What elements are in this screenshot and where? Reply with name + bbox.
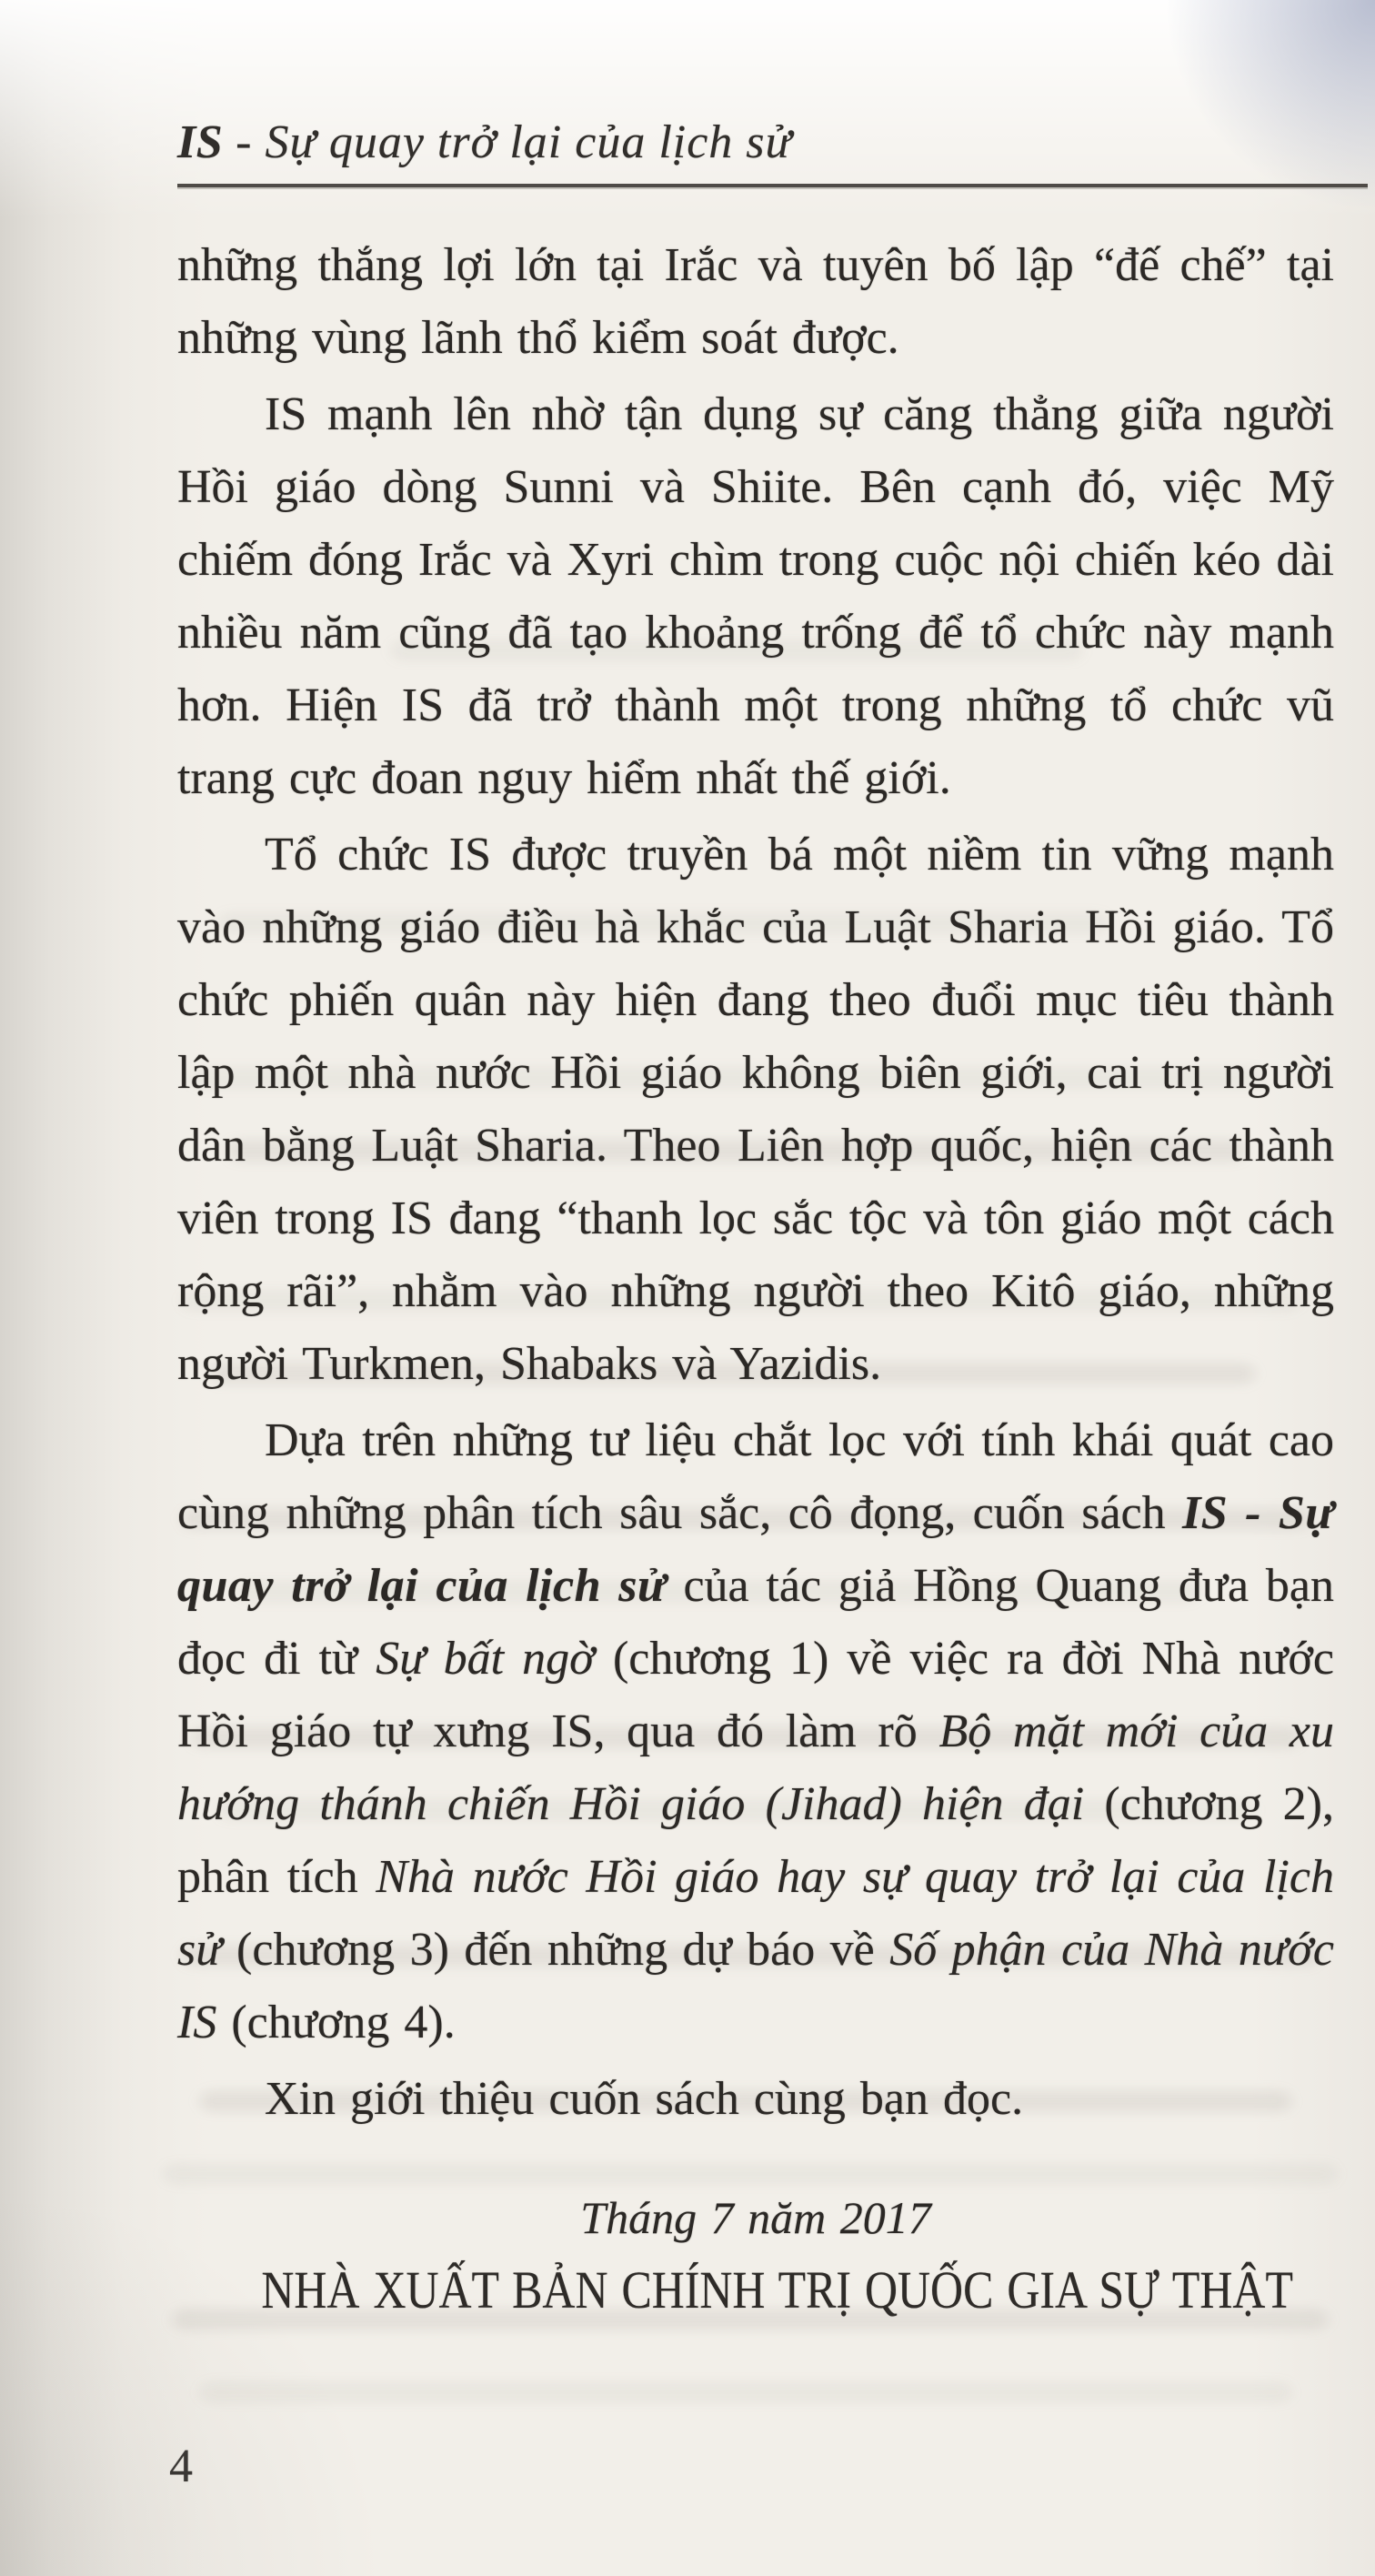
text-run: - Sự quay trở lại của lịch sử [223, 116, 792, 168]
text-run: Tổ chức IS được truyền bá một niềm tin vững mạnh vào những giáo điều hà khắc của Luật Sharia Hồi giáo. Tổ chức phiến quân này hiện đang theo đuổi mục tiêu thành lập một nhà nước Hồi giáo không biên giới, cai trị người dân bằng Luật Sharia. Theo Liên hợp quốc, hiện các thành viên trong IS đang “thanh lọc sắc tộc và tôn giáo một cách rộng rãi”, nhằm vào những người theo Kitô giáo, những người Turkmen, Shabaks và Yazidis. [177, 829, 1334, 1390]
text-run: IS [177, 116, 224, 168]
paragraph-continuation [177, 229, 1334, 375]
text-run: những thắng lợi lớn tại Irắc và tuyên bố lập “đế chế” tại những vùng lãnh thổ kiểm soát được. [177, 239, 1334, 364]
text-run: Sự bất ngờ [376, 1633, 595, 1685]
paragraph [177, 819, 1334, 1401]
text-run: của tác giả Hồng Quang đưa bạn đọc đi từ [177, 1560, 1334, 1685]
page-number: 4 [169, 2440, 193, 2492]
text-run: Bộ mặt mới của xu hướng thánh chiến Hồi giáo (Jihad) hiện đại [177, 1706, 1334, 1830]
text-run: IS - Sự quay trở lại của lịch sử [177, 1487, 1335, 1612]
publisher-line [177, 2252, 1334, 2329]
text-run: Số phận của Nhà nước IS [177, 1924, 1334, 2048]
text-run: Nhà nước Hồi giáo hay sự quay trở lại của lịch sử [177, 1851, 1335, 1976]
paragraph [177, 2063, 1334, 2136]
paragraph [177, 1404, 1334, 2059]
text-run: Dựa trên những tư liệu chắt lọc với tính khái quát cao cùng những phân tích sâu sắc, cô đọng, cuốn sách [177, 1414, 1334, 1539]
text-run: (chương 4). [216, 1997, 456, 2048]
date-line: Tháng 7 năm 2017 [580, 2192, 931, 2243]
page-body [177, 229, 1334, 2329]
publisher-name: NHÀ XUẤT BẢN CHÍNH TRỊ QUỐC GIA SỰ THẬT [261, 2260, 1293, 2319]
paragraph [177, 378, 1334, 815]
running-header-title [177, 115, 1368, 171]
text-run: (chương 3) đến những dự báo về [221, 1924, 890, 1976]
text-run: Xin giới thiệu cuốn sách cùng bạn đọc. [265, 2073, 1024, 2125]
text-run: (chương 2), phân tích [177, 1778, 1334, 1903]
text-run: (chương 1) về việc ra đời Nhà nước Hồi giáo tự xưng IS, qua đó làm rõ [177, 1633, 1334, 1757]
text-run: IS mạnh lên nhờ tận dụng sự căng thẳng giữa người Hồi giáo dòng Sunni và Shiite. Bên cạnh đó, việc Mỹ chiếm đóng Irắc và Xyri chìm trong cuộc nội chiến kéo dài nhiều năm cũng đã tạo khoảng trống để tổ chức này mạnh hơn. Hiện IS đã trở thành một trong những tổ chức vũ trang cực đoan nguy hiểm nhất thế giới. [177, 388, 1334, 804]
running-header [177, 115, 1368, 187]
